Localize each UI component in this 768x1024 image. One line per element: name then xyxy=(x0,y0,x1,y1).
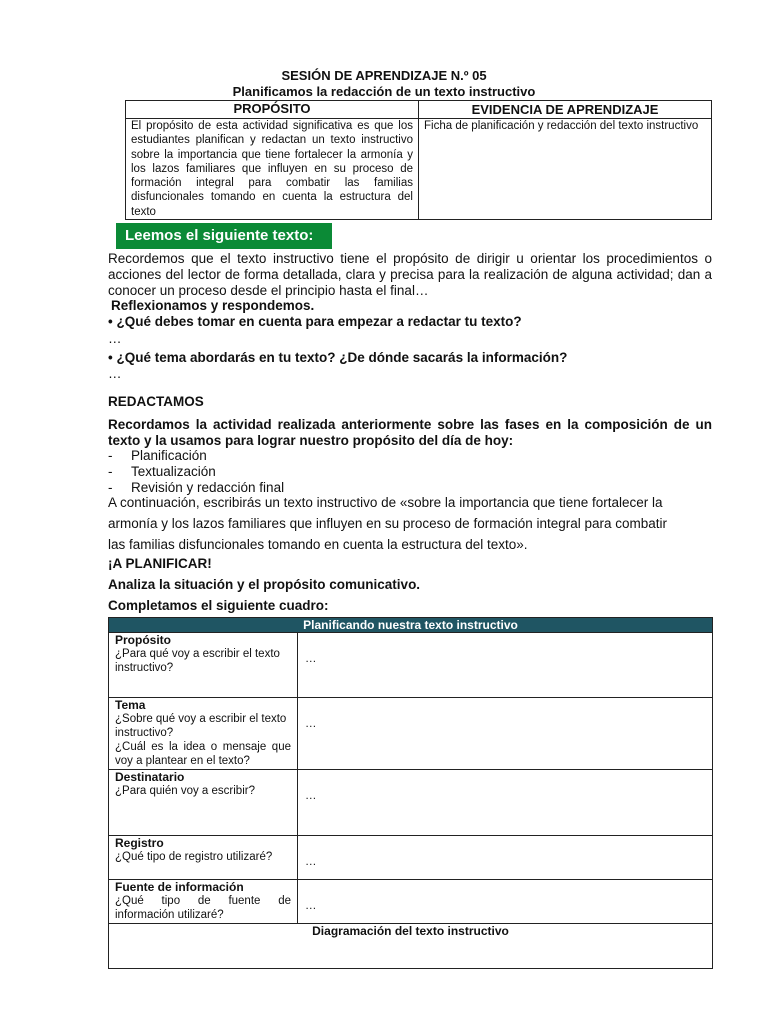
answer-1: … xyxy=(108,331,122,346)
session-title: SESIÓN DE APRENDIZAJE N.º 05 xyxy=(281,68,487,83)
reflect-heading: Reflexionamos y respondemos. xyxy=(111,298,315,313)
evidence-header: EVIDENCIA DE APRENDIZAJE xyxy=(419,101,712,119)
completamos-line: Completamos el siguiente cuadro: xyxy=(108,598,329,613)
table-row xyxy=(109,880,713,924)
read-text-banner: Leemos el siguiente texto: xyxy=(116,223,332,249)
question-2: • ¿Qué tema abordarás en tu texto? ¿De dónde sacarás la información? xyxy=(108,350,568,365)
continuation-line-1: A continuación, escribirás un texto instructivo de «sobre la importancia que tiene fortalecer la xyxy=(108,495,663,510)
table-row xyxy=(109,770,713,836)
recall-paragraph: Recordamos la actividad realizada anteriormente sobre las fases en la composición de un texto y la usamos para lograr nuestro propósito del día de hoy: xyxy=(108,417,712,448)
list-item: - Planificación xyxy=(108,448,207,463)
row-value-cell[interactable]: … xyxy=(298,770,713,836)
row-label-cell: Registro ¿Qué tipo de registro utilizaré? xyxy=(109,836,298,880)
diagram-area[interactable]: Diagramación del texto instructivo xyxy=(109,924,713,969)
row-value-cell[interactable]: … xyxy=(298,880,713,924)
continuation-line-2: armonía y los lazos familiares que influyen en su proceso de formación integral para combatir xyxy=(108,516,668,531)
row-label-cell: Destinatario ¿Para quién voy a escribir? xyxy=(109,770,298,836)
list-item: - Revisión y redacción final xyxy=(108,480,285,495)
evidence-text: Ficha de planificación y redacción del texto instructivo xyxy=(419,119,712,220)
row-value-cell[interactable]: … xyxy=(298,698,713,770)
row-value-cell[interactable]: … xyxy=(298,836,713,880)
phases-list xyxy=(108,448,284,496)
row-label-cell: Propósito ¿Para qué voy a escribir el texto instructivo? xyxy=(109,633,298,698)
table-row xyxy=(109,698,713,770)
analiza-line: Analiza la situación y el propósito comunicativo. xyxy=(108,577,421,592)
purpose-evidence-table xyxy=(125,100,712,220)
planning-table-header: Planificando nuestra texto instructivo xyxy=(109,618,713,633)
planning-table xyxy=(108,617,713,969)
list-item: - Textualización xyxy=(108,464,216,479)
table-row xyxy=(109,633,713,698)
row-label-cell: Fuente de información ¿Qué tipo de fuente de información utilizaré? xyxy=(109,880,298,924)
answer-2: … xyxy=(108,366,122,381)
question-1: • ¿Qué debes tomar en cuenta para empezar a redactar tu texto? xyxy=(108,314,522,329)
redactamos-heading: REDACTAMOS xyxy=(108,394,204,409)
purpose-text: El propósito de esta actividad significativa es que los estudiantes planifican y redactan un texto instructivo sobre la importancia que tiene fortalecer la armonía y los lazos familiares que influyen en su proceso de formación integral para combatir las familias disfuncionales tomando en cuenta la estructura del texto xyxy=(126,119,419,220)
session-subtitle: Planificamos la redacción de un texto instructivo xyxy=(232,84,536,99)
continuation-line-3: las familias disfuncionales tomando en cuenta la estructura del texto». xyxy=(108,537,528,552)
planificar-heading: ¡A PLANIFICAR! xyxy=(108,556,212,571)
intro-paragraph: Recordemos que el texto instructivo tiene el propósito de dirigir u orientar los procedimientos o acciones del lector de forma detallada, clara y precisa para la realización de alguna actividad; dan a conocer un proceso desde el principio hasta el final… xyxy=(108,251,712,298)
row-label-cell: Tema ¿Sobre qué voy a escribir el texto instructivo? ¿Cuál es la idea o mensaje que voy a plantear en el texto? xyxy=(109,698,298,770)
row-value-cell[interactable]: … xyxy=(298,633,713,698)
purpose-header: PROPÓSITO xyxy=(126,101,419,119)
table-row xyxy=(109,836,713,880)
